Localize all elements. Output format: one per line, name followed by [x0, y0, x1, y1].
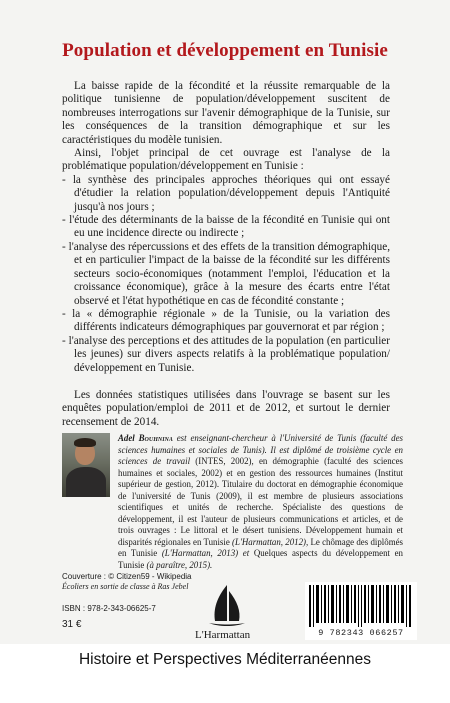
author-bio: Adel Bouhnina est enseignant-chercheur à l'Université de Tunis (faculté des sciences humaines et sociales de Tunis). Il est diplômé de troisième cycle en sciences de travail (INTES, 2002), en démographie (faculté des sciences humaines et sociales, 2002) et en gestion des ressources humaines (Institut supérieur de gestion, 2012). Titulaire du doctorat en démographie économique de l'université de Tunis (2009), il est membre de plusieurs associations scientifiques et unités de recherche. Spécialiste des questions de développement, il est l'auteur de plusieurs communications et articles, et de trois ouvrages : Le littoral et le désert tunisiens. Développement humain et disparités régionales en Tunisie (L'Harmattan, 2012), Le chômage des diplômés en Tunisie (L'Harmattan, 2013) et Quelques aspects du développement en Tunisie (à paraître, 2015).: [118, 433, 404, 570]
publisher-logo: [195, 583, 257, 643]
book-title-2: Le chômage des diplômés en Tunisie: [118, 536, 404, 558]
price: 31 €: [62, 619, 82, 630]
book-title-1: Le littoral et le désert tunisiens. Développement humain et disparités régionales en Tunisie: [118, 525, 403, 547]
barcode-number: 9 782343 066257: [318, 628, 404, 638]
summary-text: [62, 80, 390, 429]
barcode-bars: [309, 585, 413, 627]
series-title: Histoire et Perspectives Méditerranéennes: [78, 651, 372, 668]
author-photo: [62, 433, 110, 497]
cover-credit: Couverture : © Citizen59 - Wikipedia: [62, 572, 192, 581]
list-item: - la « démographie régionale » de la Tunisie, ou la variation des différents indicateurs démographiques par gouvernorat et par région ;: [62, 307, 390, 334]
intro-paragraph: Ainsi, l'objet principal de cet ouvrage est l'analyse de la problématique population/développement en Tunisie :: [62, 147, 390, 173]
barcode: [305, 582, 417, 640]
sailboat-icon: [205, 583, 249, 629]
topics-list: [62, 174, 390, 375]
list-item: - l'analyse des perceptions et des attitudes de la population (en particulier les jeunes) sur divers aspects relatifs à la problématique population/ développement en Tunisie.: [62, 334, 390, 374]
book-title: Population et développement en Tunisie: [62, 40, 388, 61]
intro-paragraph: La baisse rapide de la fécondité et la réussite remarquable de la politique tunisienne de population/développement suscitent de nombreuses interrogations sur l'avenir démographique de la Tunisie, sur les conséquences de la transition démographique et sur les caractéristiques du modèle tunisien.: [62, 80, 390, 146]
list-item: - l'étude des déterminants de la baisse de la fécondité en Tunisie qui ont eu une incidence directe ou indirecte ;: [62, 214, 390, 240]
isbn: ISBN : 978-2-343-06625-7: [62, 604, 156, 613]
author-name: Adel Bouhnina: [118, 433, 173, 443]
list-item: - la synthèse des principales approches théoriques qui ont essayé d'étudier la relation population/développement depuis l'Antiquité jusqu'à nos jours ;: [62, 173, 390, 213]
publisher-name: L'Harmattan: [195, 629, 251, 641]
list-item: - l'analyse des répercussions et des effets de la transition démographique, et en particulier l'impact de la baisse de la fécondité sur les différents secteurs socio-économiques (notamment l'emploi, l'éducation et la croissance économique), grâce à la mesure des écarts entre l'état observé et l'état hypothétique en cas de fécondité constante ;: [62, 240, 390, 307]
book-title-3: Quelques aspects du développement en Tunisie: [118, 548, 403, 570]
stats-paragraph: Les données statistiques utilisées dans l'ouvrage se basent sur les enquêtes population/emploi de 2011 et de 2012, et surtout le dernier recensement de 2014.: [62, 388, 390, 428]
cover-caption: Écoliers en sortie de classe à Ras Jebel: [62, 582, 189, 591]
